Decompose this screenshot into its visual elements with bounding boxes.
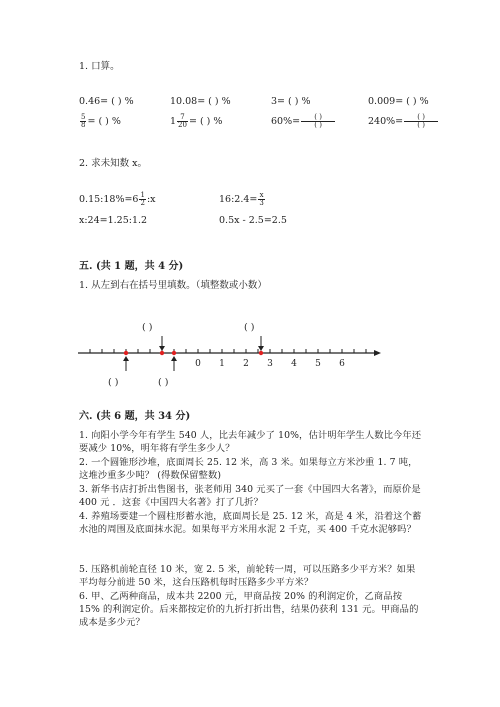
mental-calc-item: 60%= ( ) ( ) [271, 114, 336, 129]
tick-label: 0 [195, 359, 201, 369]
up-arrow-head [123, 356, 129, 361]
number-line-ticks [90, 349, 366, 353]
fraction: ( ) ( ) [301, 114, 335, 129]
bottom-blank: ( ) [158, 377, 169, 388]
mental-calc-item: 240%= ( ) ( ) [368, 114, 439, 129]
tick-label: 3 [267, 359, 273, 369]
section-6-heading: 六. (共 6 题，共 34 分) [79, 411, 191, 422]
problem-3: 3. 新华书店打折出售图书，张老师用 340 元买了一套《中国四大名著》，而原价是 400 元 ．这套《中国四大名著》打了几折？ [79, 484, 421, 508]
mental-calc-item: 3= ( ) % [271, 96, 311, 107]
problem-2: 2. 一个圆锥形沙堆，底面周长 25. 12 米，高 3 米。如果每立方米沙重 1. 7 吨，这堆沙重多少吨？ (得数保留整数) [79, 457, 418, 481]
tick-label: 5 [315, 359, 321, 369]
point-marker [160, 351, 164, 355]
top-blank: ( ) [244, 322, 255, 333]
mental-calc-item: 0.46= ( ) % [79, 96, 134, 107]
point-marker [172, 351, 176, 355]
up-arrow-head [171, 356, 177, 361]
equation: 0.5x - 2.5=2.5 [219, 215, 287, 226]
number-line-diagram [70, 315, 390, 390]
mental-calc-item: 0.009= ( ) % [368, 96, 429, 107]
question-2-title: 2. 求未知数 x。 [79, 158, 147, 169]
mental-calc-item: 1 $\frac{7}{20}$ = ( ) % [170, 113, 223, 129]
fraction: $\frac{x}{3}$ [259, 191, 264, 207]
axis-arrow-head [374, 350, 381, 356]
equation: 0.15:18%=6 $\frac{1}{2}$ :x [79, 191, 156, 207]
top-blank: ( ) [142, 322, 153, 333]
section-5-question: 1. 从左到右在括号里填数。（填整数或小数） [79, 280, 267, 291]
mental-calc-item: $\frac{5}{8}$ = ( ) % [81, 113, 121, 129]
problem-6: 6. 甲、乙两种商品，成本共 2200 元，甲商品按 20% 的利润定价，乙商品按 15% 的利润定价。后来都按定价的九折打折出售，结果仍获利 131 元。甲商品的成本是多少元？ [79, 591, 419, 628]
fraction: ( ) ( ) [404, 114, 438, 129]
bottom-blank: ( ) [108, 377, 119, 388]
equation: 16:2.4= $\frac{x}{3}$ [219, 191, 264, 207]
problem-5: 5. 压路机前轮直径 10 米，宽 2. 5 米，前轮转一周，可以压路多少平方米？如果平均每分前进 50 米，这台压路机每时压路多少平方米？ [79, 564, 416, 588]
mental-calc-item: 10.08= ( ) % [170, 96, 231, 107]
tick-label: 6 [339, 359, 345, 369]
tick-label: 1 [219, 359, 225, 369]
tick-label: 2 [243, 359, 249, 369]
problem-1: 1. 向阳小学今年有学生 540 人，比去年减少了 10%，估计明年学生人数比今年还要减少 10%，明年将有学生多少人？ [79, 430, 422, 454]
section-5-heading: 五. (共 1 题，共 4 分) [79, 261, 184, 272]
problem-4: 4. 养殖场要建一个圆柱形蓄水池，底面周长是 25. 12 米，高是 4 米，沿着这个蓄水池的周围及底面抹水泥。如果每平方米用水泥 2 千克，买 400 千克水泥够吗？ [79, 511, 422, 535]
fraction: $\frac{5}{8}$ [81, 113, 86, 129]
point-marker [259, 351, 263, 355]
fraction: $\frac{1}{2}$ [140, 191, 145, 207]
question-1-title: 1. 口算。 [79, 61, 120, 72]
equation: x:24=1.25:1.2 [79, 215, 148, 226]
tick-label: 4 [291, 359, 297, 369]
point-marker [124, 351, 128, 355]
down-arrow-head [258, 346, 264, 351]
fraction: $\frac{7}{20}$ [178, 113, 187, 129]
